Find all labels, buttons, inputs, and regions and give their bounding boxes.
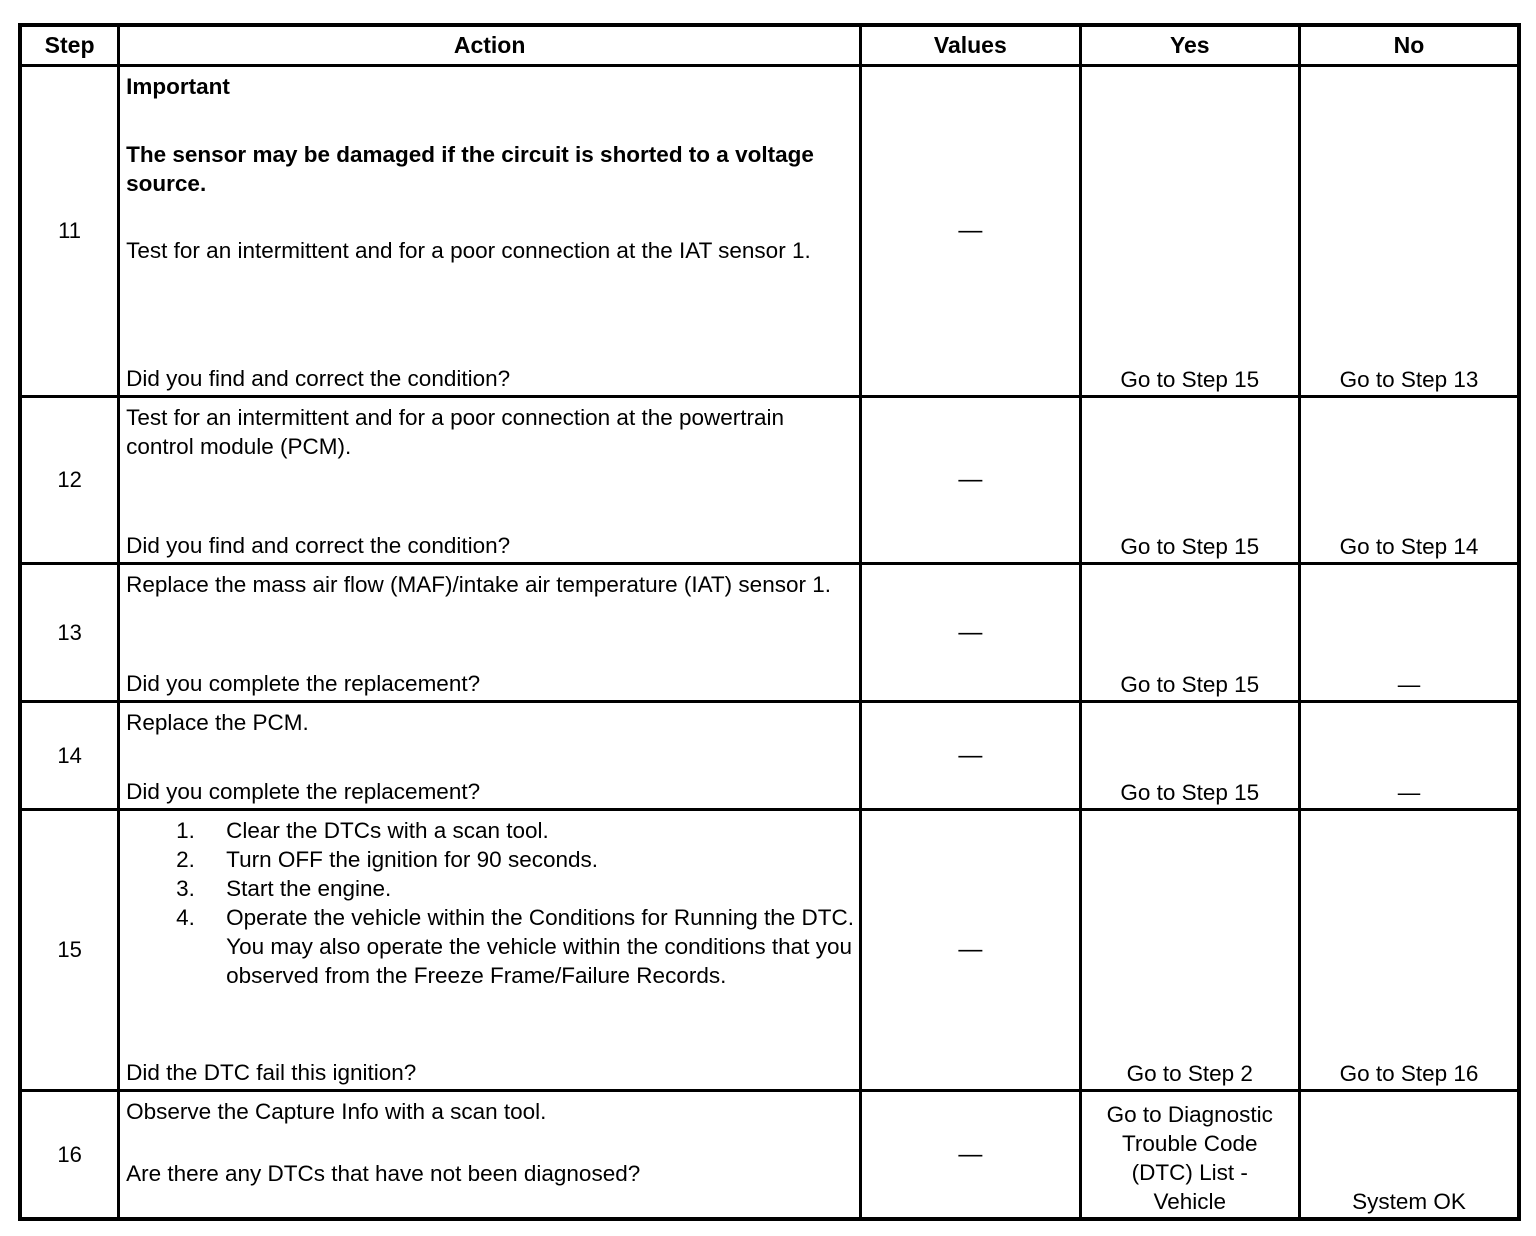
table-row <box>20 810 1519 1091</box>
action-cell <box>119 564 861 702</box>
step-number: 15 <box>20 810 119 1091</box>
action-cell <box>119 810 861 1091</box>
values-cell: — <box>861 564 1080 702</box>
diagnostic-table <box>18 23 1521 1221</box>
list-item <box>126 845 855 874</box>
important-label: Important <box>126 74 230 99</box>
action-cell <box>119 66 861 397</box>
header-values: Values <box>861 25 1080 66</box>
step-number: 16 <box>20 1091 119 1219</box>
instruction-text: Test for an intermittent and for a poor connection at the IAT sensor 1. <box>126 238 811 263</box>
list-item <box>126 874 855 903</box>
yes-link[interactable]: Go to Step 15 <box>1080 66 1299 397</box>
instruction-text: Replace the mass air flow (MAF)/intake air temperature (IAT) sensor 1. <box>126 572 831 598</box>
yes-link[interactable]: Go to Step 15 <box>1080 564 1299 702</box>
list-item <box>126 816 855 845</box>
list-text: Start the engine. <box>226 876 392 902</box>
yes-link[interactable]: Go to Step 15 <box>1080 397 1299 564</box>
list-text: Operate the vehicle within the Conditions for Running the DTC. You may also operate the vehicle within the conditions that you observed from the Freeze Frame/Failure Records. <box>226 905 854 989</box>
table-row <box>20 66 1519 397</box>
instruction-text: Test for an intermittent and for a poor connection at the powertrain control module (PCM). <box>126 405 785 460</box>
values-cell: — <box>861 702 1080 810</box>
header-no: No <box>1300 25 1520 66</box>
table-row <box>20 564 1519 702</box>
list-item <box>126 903 855 990</box>
question-text: Are there any DTCs that have not been diagnosed? <box>126 1161 641 1186</box>
no-value: — <box>1300 702 1520 810</box>
list-number: 4. <box>176 905 195 931</box>
instruction-text: Observe the Capture Info with a scan tool. <box>126 1099 547 1125</box>
header-step: Step <box>20 25 119 66</box>
values-cell: — <box>861 66 1080 397</box>
important-text: The sensor may be damaged if the circuit is shorted to a voltage source. <box>126 142 814 196</box>
list-number: 2. <box>176 847 195 873</box>
no-value: System OK <box>1300 1091 1520 1219</box>
header-yes: Yes <box>1080 25 1299 66</box>
no-link[interactable]: Go to Step 13 <box>1300 66 1520 397</box>
no-link[interactable]: Go to Step 14 <box>1300 397 1520 564</box>
action-cell <box>119 1091 861 1219</box>
question-text: Did you complete the replacement? <box>126 779 481 805</box>
action-cell <box>119 702 861 810</box>
step-number: 13 <box>20 564 119 702</box>
procedure-list <box>126 816 855 990</box>
yes-link[interactable]: Go to Step 15 <box>1080 702 1299 810</box>
list-number: 1. <box>176 818 195 844</box>
yes-link[interactable]: Go to Step 2 <box>1080 810 1299 1091</box>
step-number: 12 <box>20 397 119 564</box>
table-row <box>20 702 1519 810</box>
values-cell: — <box>861 397 1080 564</box>
question-text: Did the DTC fail this ignition? <box>126 1060 417 1086</box>
values-cell: — <box>861 810 1080 1091</box>
no-link[interactable]: Go to Step 16 <box>1300 810 1520 1091</box>
question-text: Did you find and correct the condition? <box>126 366 511 392</box>
table-row <box>20 397 1519 564</box>
header-action: Action <box>119 25 861 66</box>
yes-link[interactable]: Go to Diagnostic Trouble Code (DTC) List - Vehicle <box>1080 1091 1299 1219</box>
question-text: Did you find and correct the condition? <box>126 533 511 559</box>
no-value: — <box>1300 564 1520 702</box>
header-row <box>20 25 1519 66</box>
instruction-text: Replace the PCM. <box>126 710 309 736</box>
question-text: Did you complete the replacement? <box>126 671 481 697</box>
list-text: Clear the DTCs with a scan tool. <box>226 818 549 844</box>
step-number: 14 <box>20 702 119 810</box>
step-number: 11 <box>20 66 119 397</box>
values-cell: — <box>861 1091 1080 1219</box>
action-cell <box>119 397 861 564</box>
list-text: Turn OFF the ignition for 90 seconds. <box>226 847 598 873</box>
table-row <box>20 1091 1519 1219</box>
list-number: 3. <box>176 876 195 902</box>
